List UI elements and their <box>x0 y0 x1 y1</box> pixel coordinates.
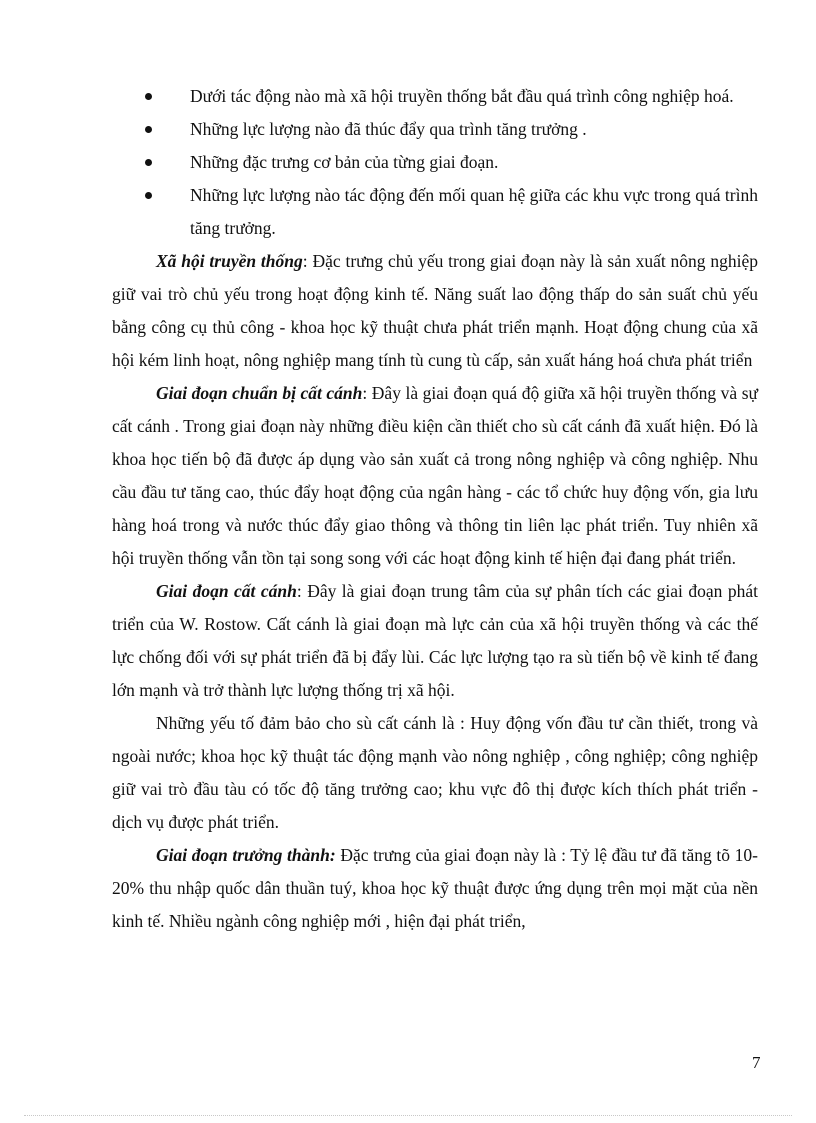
page-content <box>112 80 758 938</box>
bullet-text: Những lực lượng nào đã thúc đẩy qua trình tăng trưởng . <box>190 119 587 139</box>
paragraph-text: Đây là giai đoạn trung tâm của sự phân tích các giai đoạn phát triển của W. Rostow. Cất cánh là giai đoạn mà lực cản của xã hội truyền thống và các thế lực chống đối với sự phát triển đã bị đẩy lùi. Các lực lượng tạo ra sù tiến bộ về kinh tế đang lớn mạnh và trở thành lực lượng thống trị xã hội. <box>112 581 758 700</box>
bullet-icon <box>112 146 190 179</box>
term-label: Giai đoạn chuẩn bị cất cánh <box>156 383 363 403</box>
paragraph-maturity <box>112 839 758 938</box>
bullet-icon <box>112 179 190 212</box>
page-number: 7 <box>752 1053 761 1072</box>
bullet-icon <box>112 113 190 146</box>
paragraph-traditional-society <box>112 245 758 377</box>
term-separator: : <box>296 581 308 601</box>
bullet-item <box>112 179 758 245</box>
term-label: Xã hội truyền thống <box>156 251 303 271</box>
paragraph-takeoff-factors <box>112 707 758 839</box>
paragraph-text: Đặc trưng của giai đoạn này là : Tỷ lệ đầu tư đã tăng tõ 10-20% thu nhập quốc dân thuần tuý, khoa học kỹ thuật được ứng dụng trên mọi mặt của nền kinh tế. Nhiều ngành công nghiệp mới , hiện đại phát triển, <box>112 845 759 931</box>
bullet-item <box>112 146 758 179</box>
paragraph-pre-takeoff <box>112 377 758 575</box>
paragraph-text: Đây là giai đoạn quá độ giữa xã hội truyền thống và sự cất cánh . Trong giai đoạn này những điều kiện cần thiết cho sù cất cánh đã xuất hiện. Đó là khoa học tiến bộ đã được áp dụng vào sản xuất cả trong nông nghiệp và công nghiệp. Nhu cầu đầu tư tăng cao, thúc đẩy hoạt động của ngân hàng - các tổ chức huy động vốn, gia lưu hàng hoá trong và nước thúc đẩy giao thông và thông tin liên lạc phát triển. Tuy nhiên xã hội truyền thống vẫn tồn tại song song với các hoạt động kinh tế hiện đại đang phát triển. <box>112 383 758 568</box>
bullet-text: Những lực lượng nào tác động đến mối quan hệ giữa các khu vực trong quá trình tăng trưởng. <box>190 185 758 238</box>
term-label: Giai đoạn cất cánh <box>156 581 297 601</box>
bullet-item <box>112 80 758 113</box>
paragraph-text: Đặc trưng chủ yếu trong giai đoạn này là sản xuất nông nghiệp giữ vai trò chủ yếu trong hoạt động kinh tế. Năng suất lao động thấp do sản suất chủ yếu bằng công cụ thủ công - khoa học kỹ thuật chưa phát triển mạnh. Hoạt động chung của xã hội kém linh hoạt, nông nghiệp mang tính tù cung tù cấp, sản xuất háng hoá chưa phát triển <box>112 251 758 370</box>
bullet-icon <box>112 80 190 113</box>
paragraph-text: Những yếu tố đảm bảo cho sù cất cánh là : Huy động vốn đầu tư cần thiết, trong và ngoài nước; khoa học kỹ thuật tác động mạnh vào nông nghiệp , công nghiệp; công nghiệp giữ vai trò đầu tàu có tốc độ tăng trưởng cao; khu vực đô thị được kích thích phát triển - dịch vụ được phát triển. <box>112 713 758 832</box>
bullet-text: Những đặc trưng cơ bản của từng giai đoạn. <box>190 152 499 172</box>
bullet-text: Dưới tác động nào mà xã hội truyền thống bắt đầu quá trình công nghiệp hoá. <box>190 86 734 106</box>
page-bottom-divider <box>24 1115 792 1116</box>
term-label: Giai đoạn trưởng thành: <box>156 845 336 865</box>
term-separator: : <box>362 383 372 403</box>
term-separator: : <box>302 251 313 271</box>
bullet-item <box>112 113 758 146</box>
paragraph-takeoff <box>112 575 758 707</box>
